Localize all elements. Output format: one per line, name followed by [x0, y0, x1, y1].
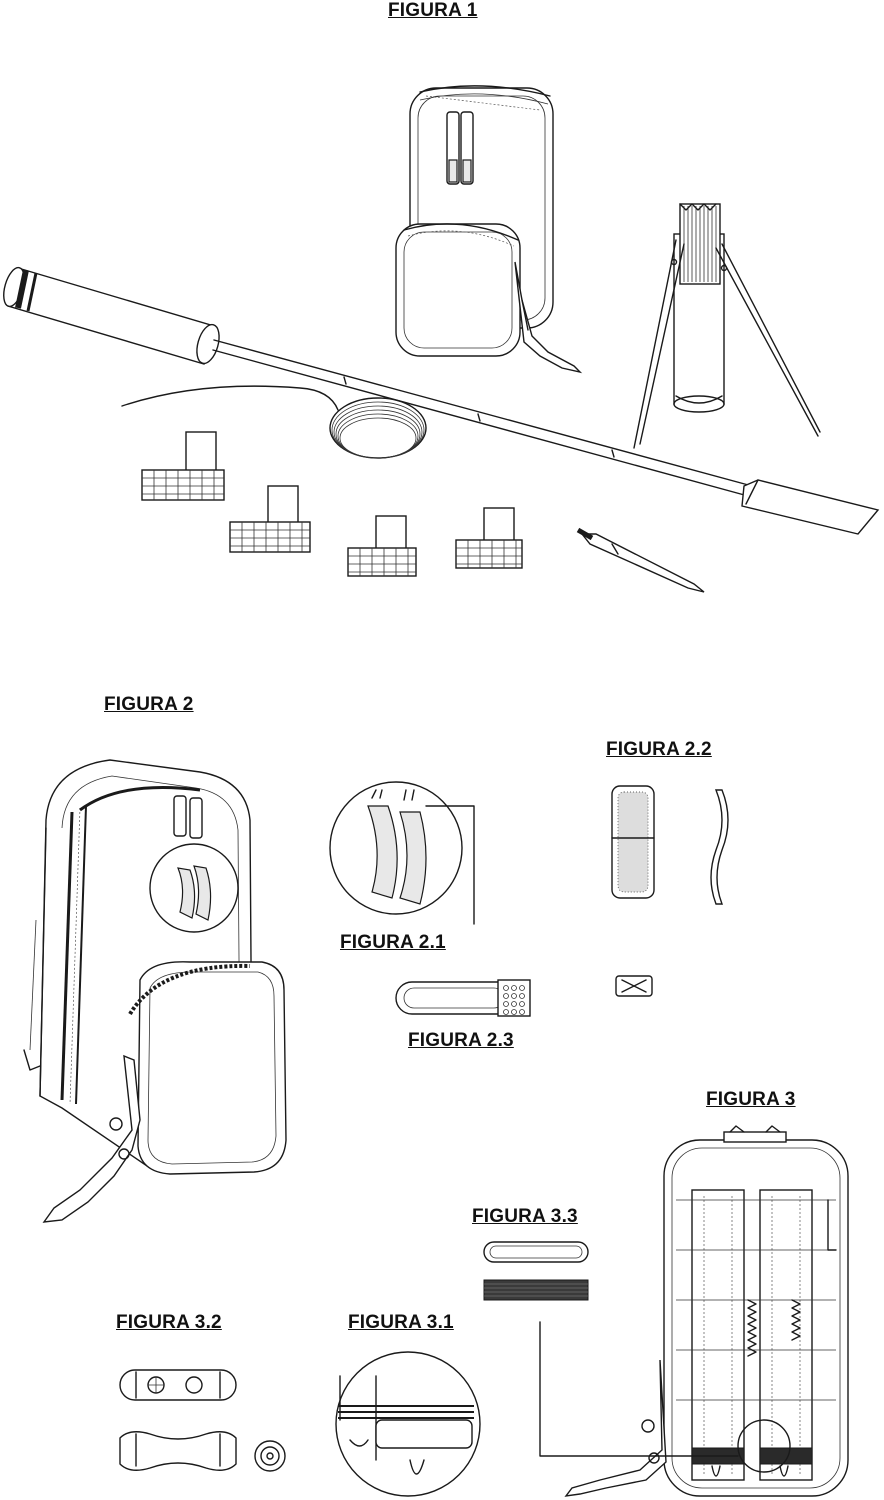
tag-stack-3	[348, 516, 416, 576]
figure-3-3-detail	[484, 1242, 588, 1300]
tripod-stand	[634, 204, 820, 448]
figure-3-label: FIGURA 3	[706, 1089, 796, 1110]
figure-2-2-detail	[612, 786, 728, 996]
tag-stack-1	[142, 432, 224, 500]
figure-3-1-label: FIGURA 3.1	[348, 1312, 454, 1333]
figure-3-2-detail	[120, 1370, 285, 1471]
tag-stack-4	[456, 508, 522, 568]
figure-3-1-detail	[336, 1352, 480, 1496]
tag-stack-2	[230, 486, 310, 552]
coiled-wire	[122, 386, 426, 458]
pouch-closed	[396, 86, 580, 372]
figure-2-1-detail	[330, 782, 474, 924]
probe-rod	[213, 340, 878, 534]
figure-3-2-label: FIGURA 3.2	[116, 1312, 222, 1333]
figure-1-label: FIGURA 1	[388, 0, 478, 21]
figure-1-drawing	[0, 86, 878, 592]
figure-2-3-label: FIGURA 2.3	[408, 1030, 514, 1051]
figure-2-2-label: FIGURA 2.2	[606, 739, 712, 760]
figure-2-label: FIGURA 2	[104, 694, 194, 715]
handle-tube	[0, 265, 223, 366]
figure-2-1-label: FIGURA 2.1	[340, 932, 446, 953]
marker-pen	[578, 530, 704, 592]
figure-3-3-label: FIGURA 3.3	[472, 1206, 578, 1227]
figure-2-drawing	[24, 760, 286, 1222]
figure-2-3-detail	[396, 980, 530, 1016]
figure-3-drawing	[540, 1126, 848, 1496]
